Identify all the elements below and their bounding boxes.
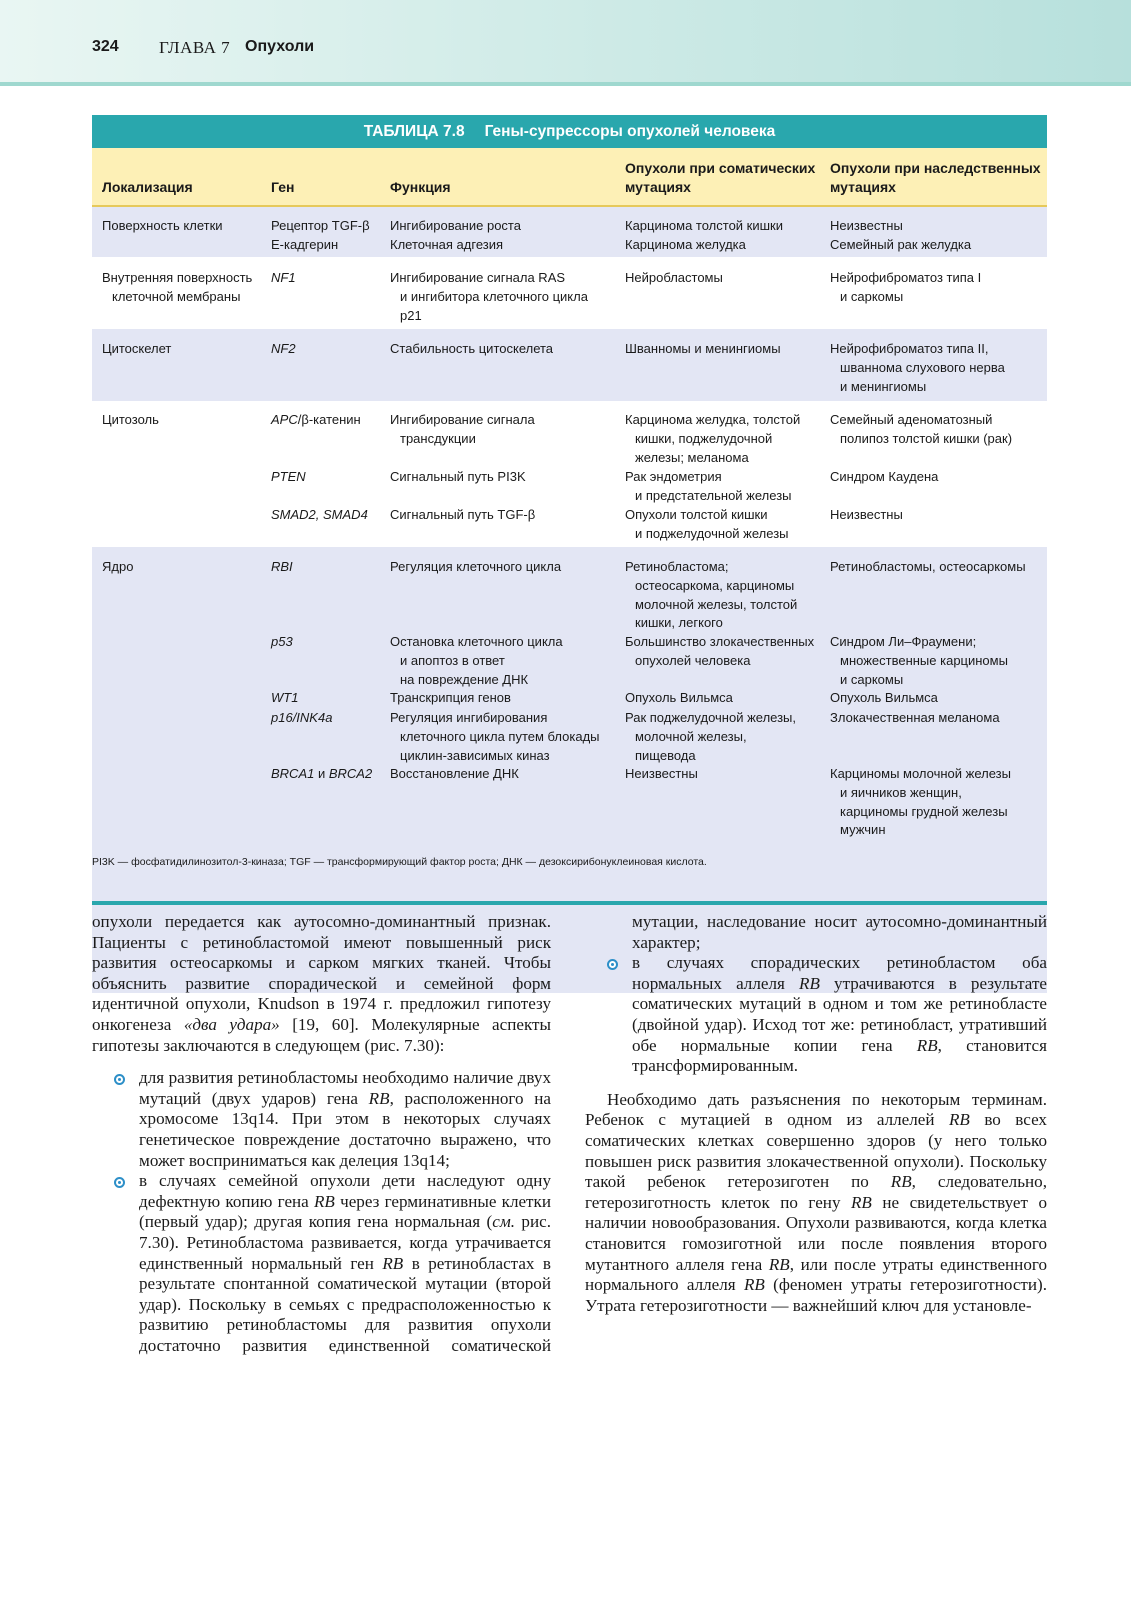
list-item-continuation	[585, 912, 1047, 953]
hereditary-text: и саркомы	[840, 671, 904, 687]
somatic-text: Рак поджелудочной железы,	[625, 710, 797, 725]
text-run: , или после утраты единственного нормального аллеля	[585, 1254, 1048, 1295]
cell-somatic: Нейробластомы	[625, 270, 723, 285]
text-run: , становится трансформированным.	[632, 1035, 1047, 1076]
cell-gene	[271, 411, 361, 430]
col-header-gene: Ген	[271, 179, 295, 195]
cell-gene: p53	[271, 634, 293, 649]
paragraph	[92, 912, 551, 1056]
cell-gene	[271, 217, 370, 255]
cell-function: Регуляция клеточного цикла	[390, 559, 562, 574]
cell-somatic: Неизвестны	[625, 766, 698, 781]
gene-rb: RB	[916, 1035, 938, 1055]
bullet-icon	[114, 1177, 125, 1188]
somatic-text: и поджелудочной железы	[635, 525, 789, 541]
hereditary-text: Нейрофиброматоз типа I	[830, 270, 982, 285]
text-run: опухоли передается как аутосомно-доминантный признак. Пациенты с ретинобластомой имеют повышенный риск развития остеосаркомы и сарком мягких тканей. Чтобы объяснить развитие спорадической и семейной форм идентичной опухоли, Knudson в 1974 г. предложил гипотезу онкогенеза	[92, 912, 551, 1034]
function-text: циклин-зависимых киназ	[400, 747, 550, 763]
gene-rb: RB	[799, 973, 820, 993]
bullet-list	[585, 953, 1047, 1077]
cell-gene: NF1	[271, 270, 296, 285]
bullet-icon	[607, 959, 618, 970]
text-run: для развития ретинобластомы необходимо наличие двух мутаций (двух ударов) гена	[139, 1068, 551, 1108]
hereditary-text: множественные карциномы	[840, 652, 1008, 668]
emphasis: см.	[492, 1212, 516, 1232]
cell-function: Транскрипция генов	[390, 690, 511, 705]
cell-somatic: Опухоль Вильмса	[625, 690, 733, 705]
col-header-localization: Локализация	[102, 179, 193, 195]
somatic-text: молочной железы,	[635, 728, 747, 744]
text-run: Необходимо дать разъяснения по некоторым терминам. Ребенок с мутацией в одном из аллелей	[585, 1089, 1047, 1130]
cell-function	[390, 269, 588, 325]
text-run: утрачиваются в результате соматических мутаций в одном и том же ретинобласте (двойной удар). Исход тот же: ретинобласт, утративший обе нормальные копии гена	[632, 973, 1048, 1055]
text-run: [19, 60]. Молекулярные аспекты гипотезы заключаются в следующем (рис. 7.30):	[92, 1014, 551, 1055]
somatic-text: молочной железы, толстой	[635, 596, 798, 612]
table-title: Гены-супрессоры опухолей человека	[484, 123, 776, 140]
gene-name: Рецептор TGF-β	[271, 218, 370, 233]
list-item	[92, 1068, 551, 1171]
somatic-text: Ретинобластома;	[625, 559, 729, 574]
localization-text: клеточной мембраны	[112, 288, 241, 304]
cell-localization: Цитозоль	[102, 412, 159, 427]
table-footnote: PI3K — фосфатидилинозитол-3-киназа; TGF — трансформирующий фактор роста; ДНК — дезоксирибонуклеиновая кислота.	[92, 856, 707, 868]
function-text: и апоптоз в ответ	[400, 652, 505, 668]
cell-gene: NF2	[271, 341, 296, 356]
cell-somatic	[625, 506, 789, 544]
somatic-text: Карцинома желудка	[625, 236, 746, 252]
body-column-left	[92, 912, 551, 1356]
cell-somatic	[625, 468, 792, 506]
hereditary-text: Карциномы молочной железы	[830, 766, 1011, 781]
cell-localization: Поверхность клетки	[102, 218, 223, 233]
gene-name: E-кадгерин	[271, 236, 339, 252]
cell-gene: PTEN	[271, 469, 306, 484]
bullet-icon	[114, 1074, 125, 1085]
chapter-title: Опухоли	[245, 38, 315, 55]
paragraph	[585, 1090, 1047, 1317]
cell-somatic	[625, 411, 800, 467]
emphasis: «два удара»	[183, 1014, 280, 1034]
header-divider	[0, 82, 1131, 86]
table-title-bar	[92, 115, 1047, 148]
cell-localization: Цитоскелет	[102, 341, 172, 356]
hereditary-text: карциномы грудной железы	[840, 803, 1008, 819]
tumor-suppressor-table	[92, 115, 1047, 902]
cell-somatic	[625, 558, 797, 633]
hereditary-text: полипоз толстой кишки (рак)	[840, 430, 1013, 446]
cell-localization	[102, 269, 252, 307]
cell-somatic	[625, 633, 814, 671]
cell-hereditary	[830, 633, 1008, 689]
cell-function: Стабильность цитоскелета	[390, 341, 554, 356]
text-run: мутации, наследование носит аутосомно-доминантный характер;	[632, 912, 1047, 952]
text-run: через герминативные клетки (первый удар); другая копия гена нормальная (	[139, 1191, 551, 1232]
cell-function: Сигнальный путь PI3K	[390, 469, 526, 484]
gene-name: BRCA2	[328, 766, 373, 781]
cell-hereditary	[830, 217, 971, 255]
cell-hereditary: Синдром Каудена	[830, 469, 939, 484]
somatic-text: Карцинома толстой кишки	[625, 218, 784, 233]
body-column-right	[585, 912, 1047, 1316]
function-text: Регуляция ингибирования	[390, 710, 548, 725]
col-header-hereditary: Опухоли при наследственных мутациях	[830, 160, 1041, 195]
hereditary-text: Семейный рак желудка	[830, 236, 972, 252]
cell-gene: p16/INK4a	[271, 710, 333, 725]
list-item	[92, 1171, 551, 1356]
function-text: p21	[400, 307, 422, 323]
function-text: Остановка клеточного цикла	[390, 634, 563, 649]
table-header	[92, 148, 1047, 207]
cell-function	[390, 217, 521, 255]
bullet-list	[92, 1068, 551, 1356]
text-run: в случаях семейной опухоли дети наследуют одну дефектную копию гена	[139, 1171, 551, 1211]
gene-name-suffix: /β-катенин	[297, 412, 361, 427]
cell-function	[390, 411, 535, 449]
somatic-text: Рак эндометрия	[625, 469, 722, 484]
hereditary-text: Синдром Ли–Фраумени;	[830, 634, 977, 649]
somatic-text: и предстательной железы	[635, 487, 792, 503]
cell-hereditary	[830, 411, 1012, 449]
cell-hereditary: Ретинобластомы, остеосаркомы	[830, 559, 1026, 574]
somatic-text: Опухоли толстой кишки	[625, 507, 768, 522]
text-run: в случаях спорадических ретинобластом оба нормальных аллеля	[632, 953, 1047, 993]
hereditary-text: шваннома слухового нерва	[840, 359, 1005, 375]
function-text: трансдукции	[400, 430, 476, 446]
text-run: в ретинобластах в результате спонтанной соматической мутации (второй удар). Поскольку в семьях с предрасположенностью к развитию ретинобластомы для развития опухоли достаточно развития единственной соматической	[139, 1253, 552, 1355]
gene-name: BRCA1	[271, 766, 315, 781]
cell-function	[390, 709, 600, 765]
gene-rb: RB	[743, 1275, 765, 1295]
gene-rb: RB	[768, 1254, 790, 1274]
cell-gene: WT1	[271, 690, 299, 705]
gene-join: и	[314, 766, 329, 781]
function-text: Ингибирование роста	[390, 218, 521, 233]
gene-rb: RB	[948, 1110, 970, 1130]
text-run: , расположенного на хромосоме 13q14. При этом в некоторых случаях генетическое повреждение достаточно выражено, что может восприниматься как делеция 13q14;	[139, 1088, 552, 1170]
cell-hereditary: Злокачественная меланома	[830, 710, 1000, 725]
list-item	[585, 953, 1047, 1077]
hereditary-text: и яичников женщин,	[840, 784, 962, 800]
cell-hereditary	[830, 340, 1005, 396]
somatic-text: Карцинома желудка, толстой	[625, 412, 801, 427]
cell-gene: SMAD2, SMAD4	[271, 507, 368, 522]
chapter-label: ГЛАВА 7	[159, 38, 231, 57]
hereditary-text: Неизвестны	[830, 218, 903, 233]
col-header-somatic: Опухоли при соматических мутациях	[625, 160, 816, 195]
text-run: не свидетельствует о наличии новообразования. Опухоли развиваются, когда клетка становится гомозиготной или после появления второго мутантного аллеля гена	[585, 1192, 1047, 1274]
text-run: , следовательно, гетерозиготность клеток по гену	[585, 1172, 1047, 1212]
somatic-text: железы; меланома	[635, 449, 749, 465]
cell-hereditary: Неизвестны	[830, 507, 903, 522]
gene-name: APC	[271, 412, 298, 427]
function-text: клеточного цикла путем блокады	[400, 728, 600, 744]
somatic-text: пищевода	[635, 747, 696, 763]
somatic-text: кишки, легкого	[635, 615, 723, 631]
hereditary-text: и менингиомы	[840, 378, 927, 394]
hereditary-text: и саркомы	[840, 288, 904, 304]
function-text: Клеточная адгезия	[390, 236, 504, 252]
cell-somatic: Шванномы и менингиомы	[625, 341, 781, 356]
gene-rb: RB	[382, 1253, 404, 1273]
cell-hereditary	[830, 765, 1011, 840]
table-number: ТАБЛИЦА 7.8	[363, 123, 465, 140]
cell-hereditary	[830, 269, 981, 307]
hereditary-text: Семейный аденоматозный	[830, 412, 993, 427]
function-text: на повреждение ДНК	[400, 671, 529, 687]
cell-somatic	[625, 709, 796, 765]
text-run: во всех соматических клетках совершенно здоров (у него только повышен риск развития злокачественной опухоли). Поскольку такой ребенок гетерозиготен по	[585, 1110, 1047, 1192]
text-run: рис. 7.30). Ретинобластома развивается, когда утрачивается единственный нормальный ген	[139, 1212, 551, 1273]
text-run: (феномен утраты гетерозиготности). Утрата гетерозиготности — важнейший ключ для установле-	[585, 1275, 1048, 1315]
localization-text: Внутренняя поверхность	[102, 270, 253, 285]
somatic-text: кишки, поджелудочной	[635, 430, 773, 446]
page-number: 324	[92, 38, 119, 55]
col-header-function: Функция	[390, 179, 451, 195]
bullet-list	[585, 912, 1047, 953]
table-body	[92, 207, 1047, 902]
function-text: и ингибитора клеточного цикла	[400, 288, 588, 304]
cell-function: Сигнальный путь TGF-β	[390, 507, 536, 522]
gene-rb: RB	[890, 1172, 912, 1192]
cell-gene: RBI	[271, 559, 293, 574]
cell-localization: Ядро	[102, 559, 134, 574]
table-bottom-rule	[92, 901, 1047, 905]
hereditary-text: мужчин	[840, 822, 886, 838]
somatic-text: опухолей человека	[635, 652, 751, 668]
cell-hereditary: Опухоль Вильмса	[830, 690, 938, 705]
somatic-text: Большинство злокачественных	[625, 634, 815, 649]
hereditary-text: Нейрофиброматоз типа II,	[830, 341, 989, 356]
function-text: Ингибирование сигнала RAS	[390, 270, 566, 285]
gene-rb: RB	[313, 1191, 335, 1211]
cell-gene	[271, 765, 372, 784]
gene-rb: RB	[850, 1192, 872, 1212]
gene-rb: RB	[368, 1088, 390, 1108]
function-text: Ингибирование сигнала	[390, 412, 535, 427]
cell-function: Восстановление ДНК	[390, 766, 519, 781]
somatic-text: остеосаркома, карциномы	[635, 577, 795, 593]
cell-function	[390, 633, 563, 689]
cell-somatic	[625, 217, 783, 255]
